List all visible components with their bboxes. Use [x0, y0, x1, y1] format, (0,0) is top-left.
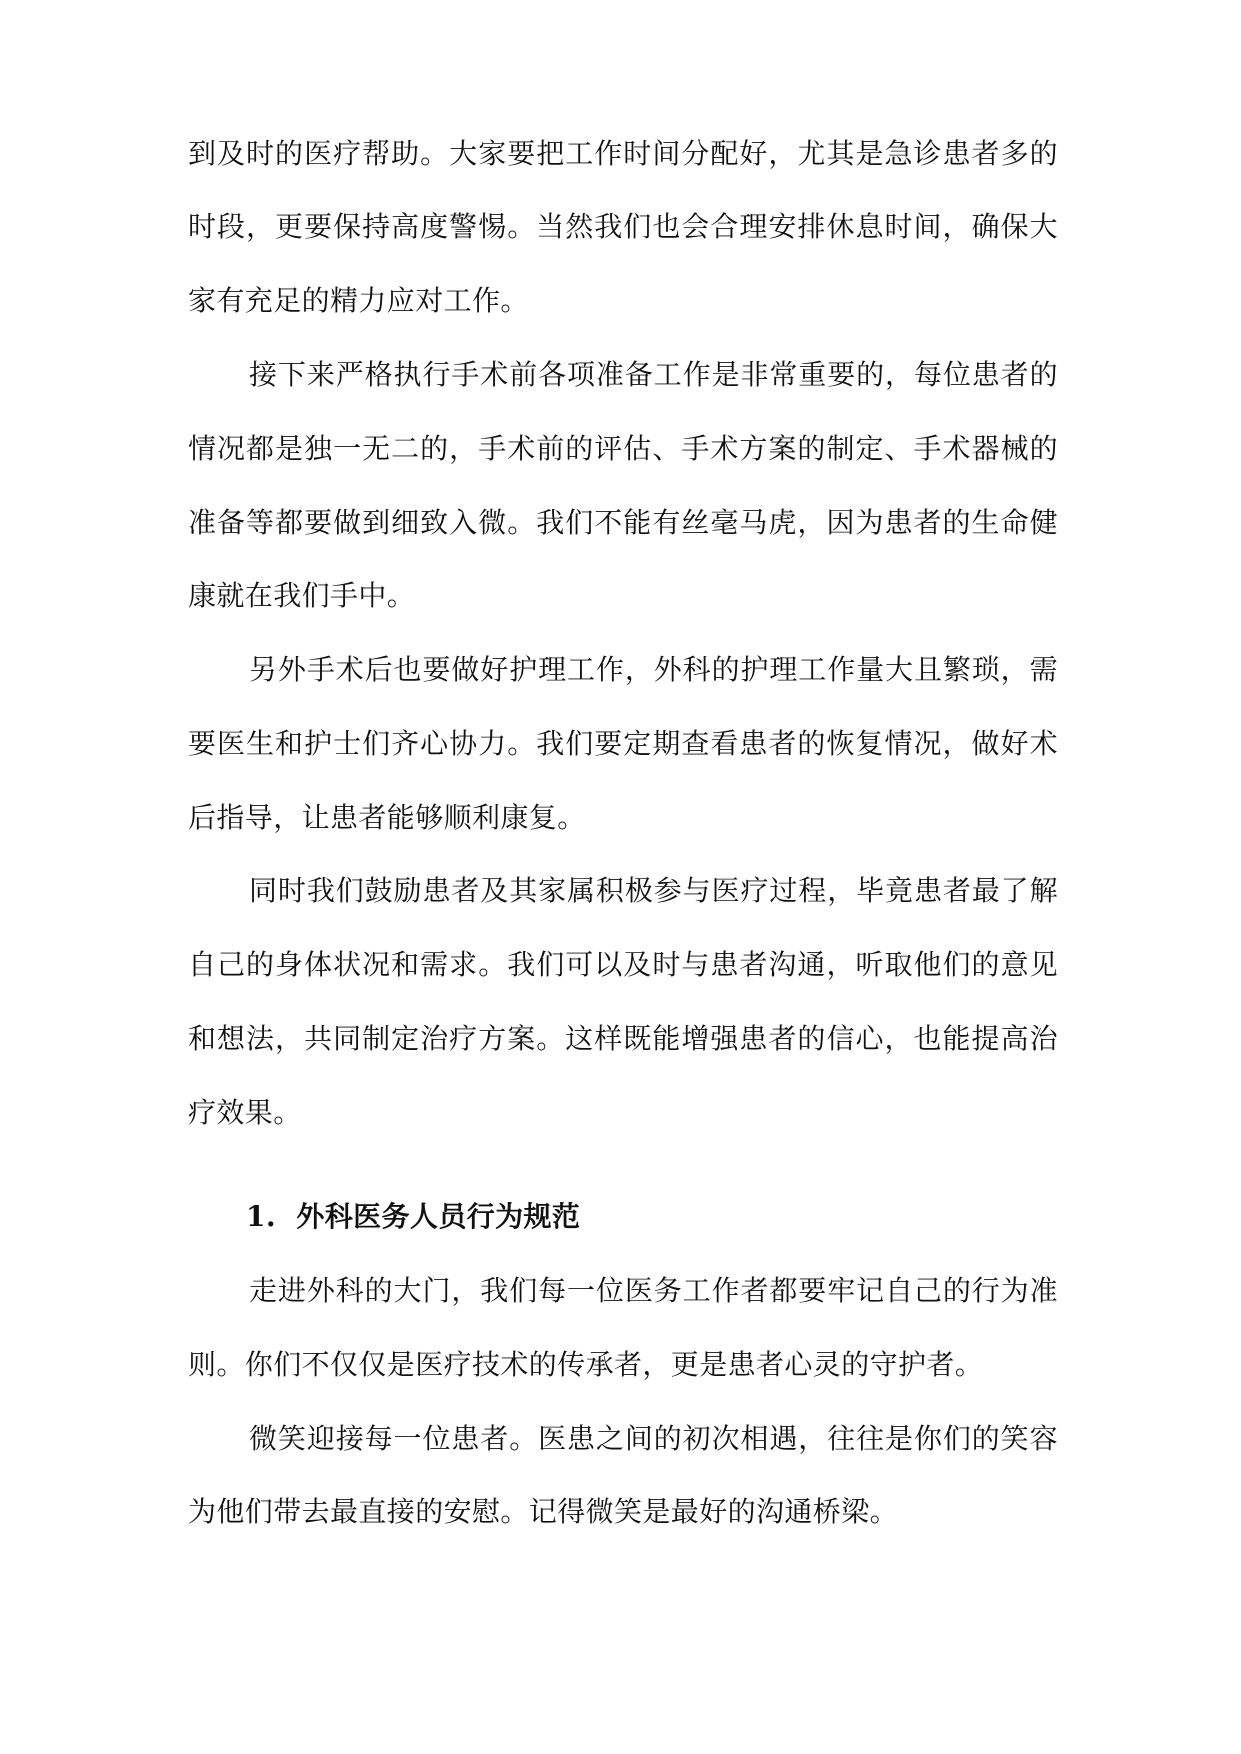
paragraph-4-line-3: 和想法，共同制定治疗方案。这样既能增强患者的信心，也能提高治 — [188, 1022, 1058, 1055]
paragraph-1-line-1: 到及时的医疗帮助。大家要把工作时间分配好，尤其是急诊患者多的 — [188, 137, 1058, 170]
section-paragraph-1-line-2: 则。你们不仅仅是医疗技术的传承者，更是患者心灵的守护者。 — [188, 1348, 984, 1381]
section-paragraph-1-line-1: 走进外科的大门，我们每一位医务工作者都要牢记自己的行为准 — [249, 1274, 1058, 1307]
paragraph-4-line-2: 自己的身体状况和需求。我们可以及时与患者沟通，听取他们的意见 — [188, 948, 1058, 981]
paragraph-4-line-1: 同时我们鼓励患者及其家属积极参与医疗过程，毕竟患者最了解 — [249, 874, 1058, 907]
paragraph-3-line-1: 另外手术后也要做好护理工作，外科的护理工作量大且繁琐，需 — [249, 653, 1058, 686]
paragraph-2-line-4: 康就在我们手中。 — [188, 579, 416, 612]
paragraph-4-line-4: 疗效果。 — [188, 1096, 302, 1129]
paragraph-1-line-2: 时段，更要保持高度警惕。当然我们也会合理安排休息时间，确保大 — [188, 210, 1058, 243]
paragraph-2-line-3: 准备等都要做到细致入微。我们不能有丝毫马虎，因为患者的生命健 — [188, 506, 1058, 539]
paragraph-2-line-2: 情况都是独一无二的，手术前的评估、手术方案的制定、手术器械的 — [188, 432, 1058, 465]
section-paragraph-2-line-1: 微笑迎接每一位患者。医患之间的初次相遇，往往是你们的笑容 — [249, 1422, 1058, 1455]
paragraph-2-line-1: 接下来严格执行手术前各项准备工作是非常重要的，每位患者的 — [249, 358, 1058, 391]
paragraph-3-line-3: 后指导，让患者能够顺利康复。 — [188, 801, 586, 834]
paragraph-3-line-2: 要医生和护士们齐心协力。我们要定期查看患者的恢复情况，做好术 — [188, 727, 1058, 760]
section-paragraph-2-line-2: 为他们带去最直接的安慰。记得微笑是最好的沟通桥梁。 — [188, 1495, 899, 1528]
paragraph-1-line-3: 家有充足的精力应对工作。 — [188, 284, 529, 317]
section-heading: 1. 外科医务人员行为规范 — [246, 1200, 581, 1233]
